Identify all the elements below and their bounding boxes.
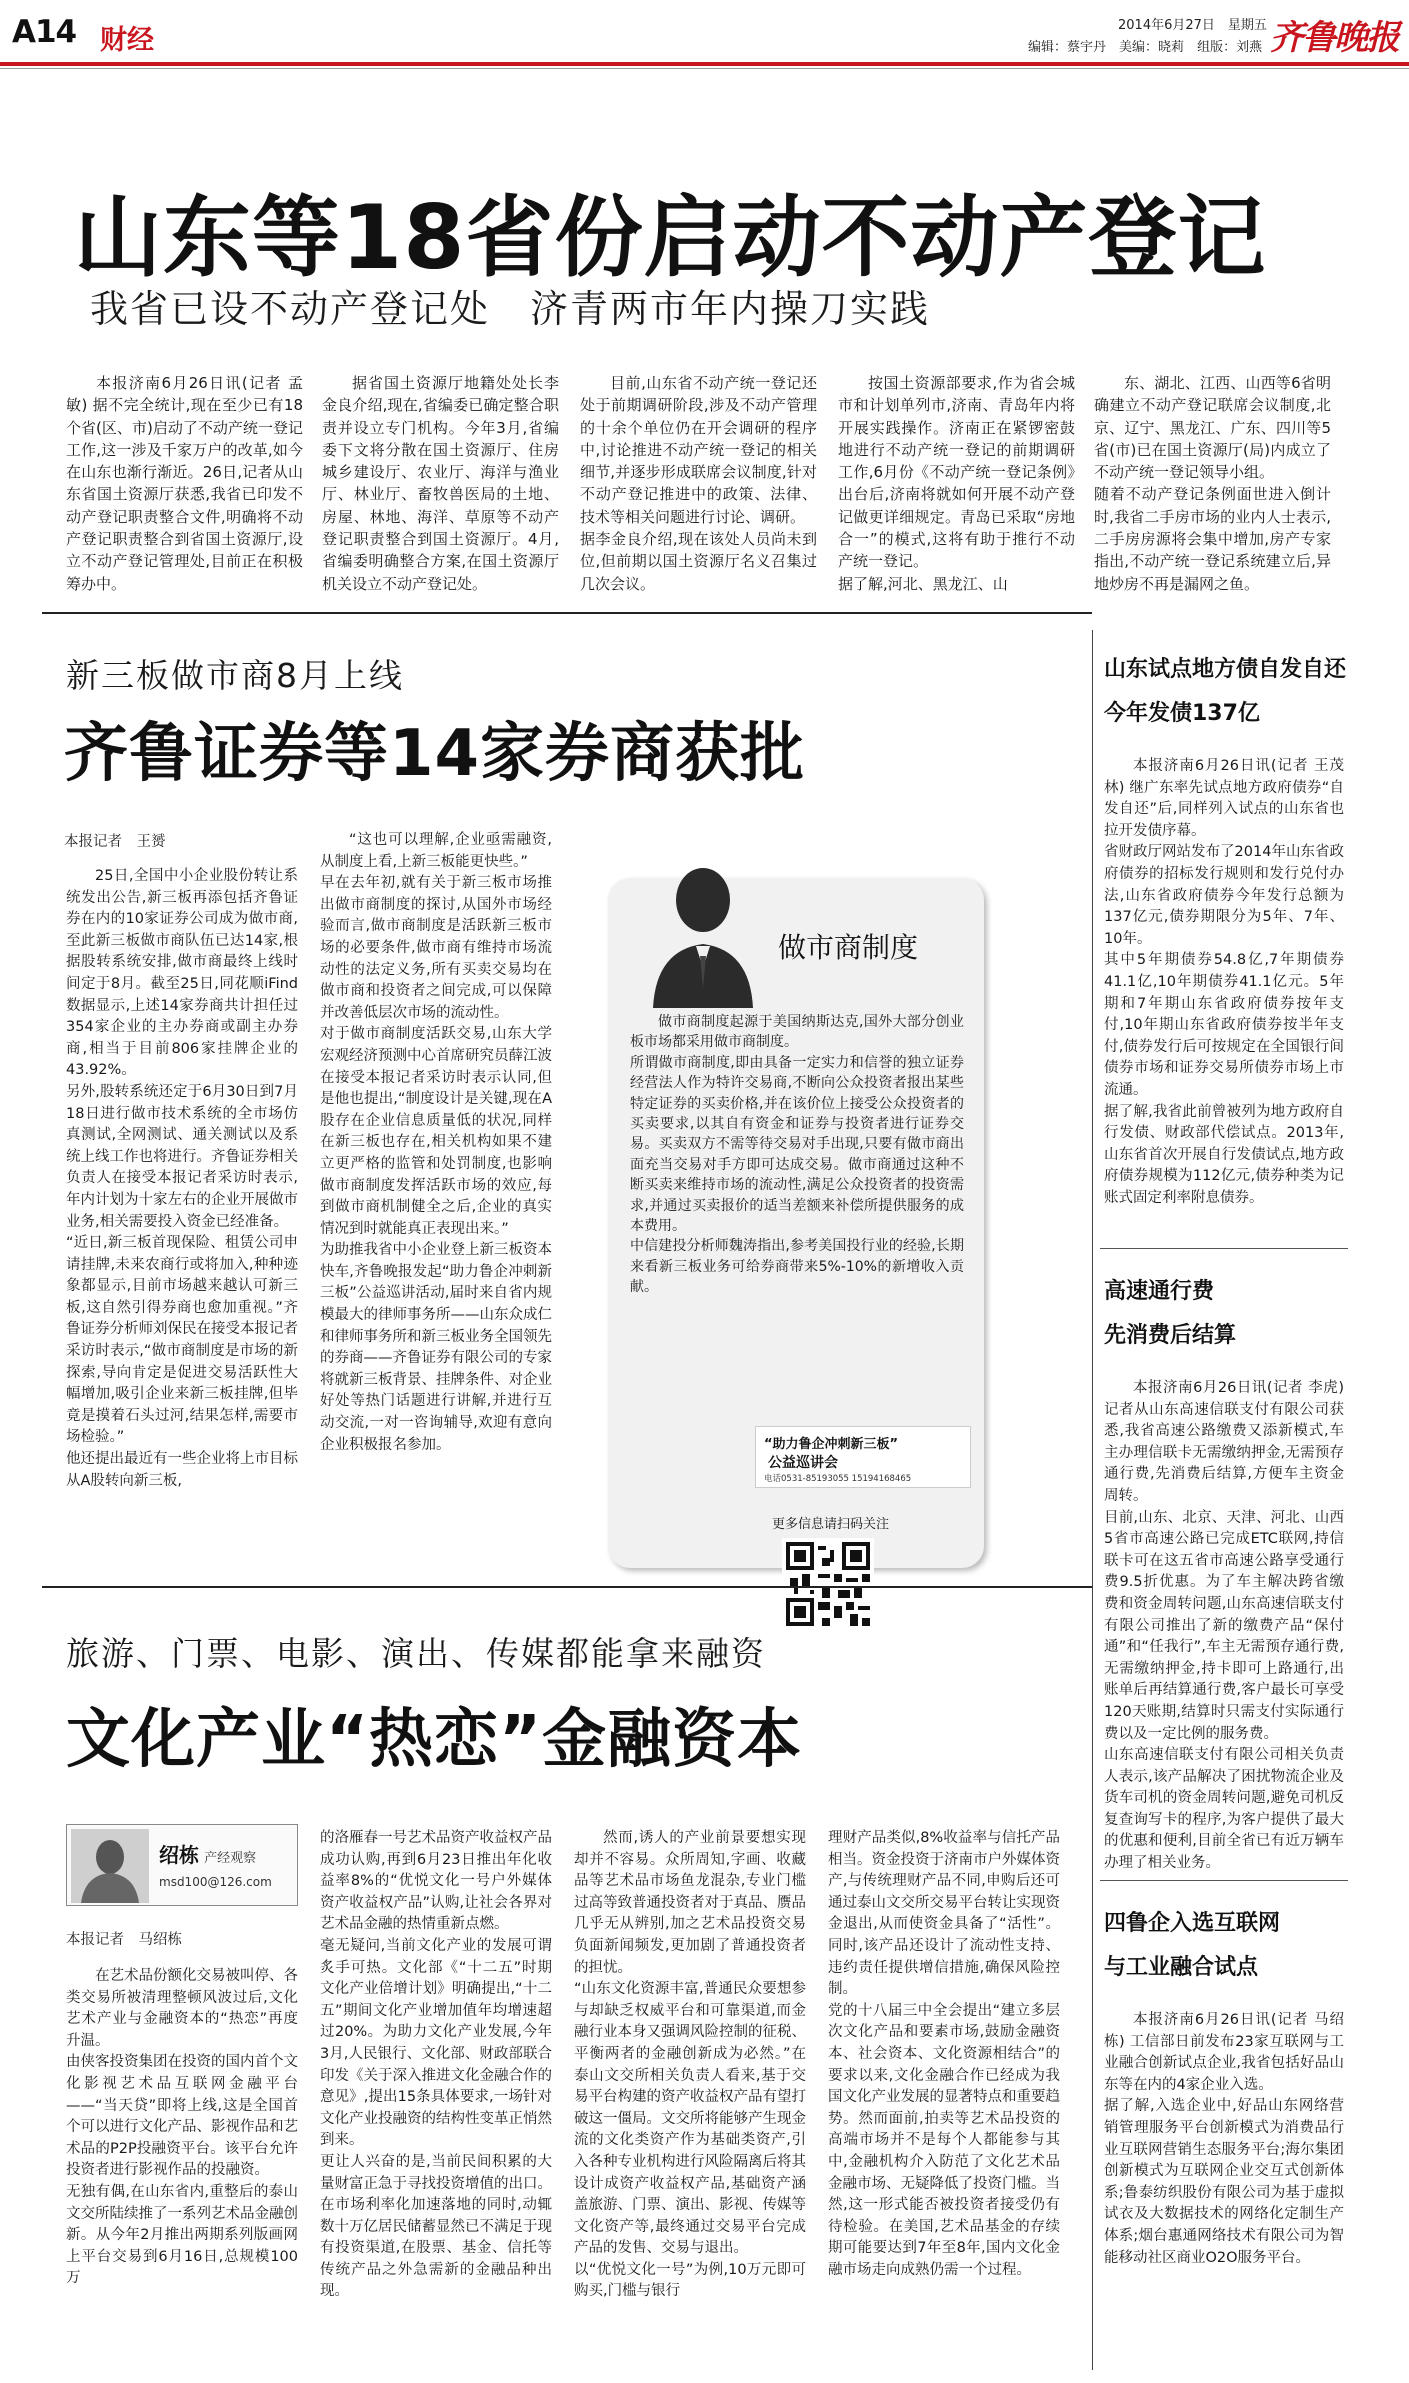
newspaper-logo: 齐鲁晚报: [1270, 18, 1398, 58]
brokers-column-2: [320, 830, 552, 1576]
box-body-upper: [630, 1012, 964, 1298]
culture-byline: 本报记者 马绍栋: [66, 1932, 182, 1948]
lead-text-2: 据省国土资源厅地籍处处长李金良介绍,现在,省编委已确定整合职责并设立专门机构。今年3月,省编委下文将分散在国土资源厅、住房城乡建设厅、农业厅、海洋与渔业厅、林业厅、畜牧兽医局的土地、房屋、林地、海洋、草原等不动产登记职责整合到国土资源厅。4月,省编委明确整合方案,在国土资源厅机关设立不动产登记处。: [322, 374, 559, 593]
bond-head-line1: 山东试点地方债自发自还: [1104, 657, 1347, 682]
culture-text-1: 在艺术品份额化交易被叫停、各类交易所被清理整顿风波过后,文化艺术产业与金融资本的“热恋”再度升温。 由侠客投资集团在投资的国内首个文化影视艺术品互联网金融平台——“当天贷”即将上线,这是全国首个可以进行文化产品、影视作品和艺术品的P2P投融资平台。该平台允许投资者进行影视作品的投融资。 无独有偶,在山东省内,重整后的泰山文交所陆续推了一系列艺术品金融创新。从今年2月推出两期系列版画网上平台交易到6月16日,总规模100万: [66, 1968, 298, 2287]
issue-date: [1118, 14, 1267, 33]
designer: 美编：晓莉: [1119, 40, 1185, 55]
brokers-text-2: “这也可以理解,企业亟需融资,从制度上看,上新三板能更快些。” 早在去年初,就有关于新三板市场推出做市商制度的探讨,从国外市场经验而言,做市商制度是活跃新三板市场的必要条件,做市商有维持市场流动性的法定义务,所有买卖交易均在做市商和投资者之间完成,可以保障并改善低层次市场的流动性。 对于做市商制度活跃交易,山东大学宏观经济预测中心首席研究员薛江波在接受本报记者采访时表示认同,但是他也提出,“制度设计是关键,现在A股存在企业信息质量低的状况,同样在新三板也存在,相关机构如果不建立更严格的监管和处罚制度,也影响做市商制度发挥活跃市场的效应,每到做市商机制健全之后,企业的真实情况到时就能真正表现出来。” 为助推我省中小企业登上新三板资本快车,齐鲁晚报发起“助力鲁企冲刺新三板”公益巡讲活动,届时来自省内规模最大的律师事务所——山东众成仁和律师事务所和新三板业务全国领先的券商——齐鲁证券有限公司的专家将就新三板背景、挂牌条件、对企业好处等热门话题进行讲解,并进行互动交流,一对一咨询辅导,欢迎有意向企业积极报名参加。: [320, 832, 552, 1453]
toll-headline: [1104, 1270, 1344, 1358]
lead-subhead: 我省已设不动产登记处 济青两市年内操刀实践: [90, 287, 931, 331]
internet-head-line1: 四鲁企入选互联网: [1104, 1911, 1281, 1936]
brokers-column-1: [66, 866, 298, 1576]
lead-text-5: 东、湖北、江西、山西等6省明确建立不动产登记联席会议制度,北京、辽宁、黑龙江、广东、四川等5省(市)已在国土资源厅(局)内成立了不动产统一登记领导小组。 随着不动产登记条例面世进入倒计时,我省二手房市场的业内人士表示,二手房房源将会集中增加,房产专家指出,不动产统一登记系统建立后,异地炒房不再是漏网之鱼。: [1094, 374, 1331, 593]
culture-kicker: 旅游、门票、电影、演出、传媒都能拿来融资: [66, 1634, 766, 1673]
lead-column-2: [322, 372, 559, 598]
bond-text: 本报济南6月26日讯(记者 王茂林) 继广东率先试点地方政府债券“自发自还”后,同样列入试点的山东省也拉开发债序幕。 省财政厅网站发布了2014年山东省政府债券的招标发行规则和发行兑付办法,山东省政府债券今年发行总额为137亿元,债券期限分为5年、7年、10年。 其中5年期债券54.8亿,7年期债券41.1亿,10年期债券41.1亿元。5年期和7年期山东省政府债券按年支付,10年期山东省政府债券按半年支付,债券发行后可按规定在全国银行间债券市场和证券交易所债券市场上市流通。 据了解,我省此前曾被列为地方政府自行发债、财政部代偿试点。2013年,山东省首次开展自行发债试点,地方政府债券规模为112亿元,债券种类为记账式固定利率附息债券。: [1104, 758, 1344, 1206]
lead-bottom-rule: [42, 612, 1092, 614]
toll-body: [1104, 1378, 1344, 1874]
bond-head-line2: 今年发债137亿: [1104, 701, 1260, 726]
lead-text-1: 本报济南6月26日讯(记者 孟敏) 据不完全统计,现在至少已有18个省(区、市)启动了不动产统一登记工作,这一涉及千家万户的改革,如今在山东也渐行渐近。26日,记者从山东省国土资源厅获悉,我省已印发不动产登记职责整合文件,明确将不动产登记职责整合到省国土资源厅,设立不动产登记管理处,目前正在积极筹办中。: [66, 374, 303, 593]
box-body: 做市商制度起源于美国纳斯达克,国外大部分创业板市场都采用做市商制度。 所谓做市商制度,即由具备一定实力和信誉的独立证券经营法人作为特许交易商,不断向公众投资者报出某些特定证券的买卖价格,并在该价位上接受公众投资者的买卖要求,以其自有资金和证券与投资者进行证券交易。买卖双方不需等待交易对手出现,只要有做市商出面充当交易对手方即可达成交易。做市商通过这种不断买卖来维持市场的流动性,满足公众投资者的投资需求,并通过买卖报价的适当差额来补偿所提供服务的成本费用。 中信建投分析师魏涛指出,参考美国投行业的经验,长期来看新三板业务可给券商带来5%-10%的新增收入贡献。: [630, 1014, 964, 1296]
avatar-silhouette-icon: [648, 858, 758, 1008]
toll-head-line2: 先消费后结算: [1104, 1323, 1237, 1348]
masthead: [0, 0, 1409, 62]
culture-text-4: 理财产品类似,8%收益率与信托产品相当。资金投资于济南市户外媒体资产,与传统理财产品不同,申购后还可通过泰山文交所交易平台转让实现资金退出,从而使资金具备了“活性”。同时,该产品还设计了流动性支持、违约责任提供增信措施,确保风险控制。 党的十八届三中全会提出“建立多层次文化产品和要素市场,鼓励金融资本、社会资本、文化资源相结合”的要求以来,文化金融合作已经成为我国文化产业发展的显著特点和重要趋势。然而面前,拍卖等艺术品投资的高端市场并不是每个人都能参与其中,金融机构介入防范了文化艺术品金融市场、无疑降低了投资门槛。当然,这一形式能否被投资者接受仍有待检验。在美国,艺术品基金的存续期可能要达到7年至8年,国内文化金融市场走向成熟仍需一个过程。: [828, 1830, 1060, 2278]
brokers-headline: 齐鲁证券等14家券商获批: [64, 717, 806, 791]
masthead-rule-thin: [0, 68, 1409, 69]
columnist-email[interactable]: msd100@126.com: [159, 1875, 272, 1889]
toll-text: 本报济南6月26日讯(记者 李虎) 记者从山东高速信联支付有限公司获悉,我省高速公路缴费又添新模式,车主办理信联卡无需缴纳押金,无需预存通行费,先消费后结算,方便车主资金周转。 目前,山东、北京、天津、河北、山西5省市高速公路已完成ETC联网,持信联卡可在这五省市高速公路享受通行费9.5折优惠。为了车主解决跨省缴费和资金周转问题,山东高速信联支付有限公司推出了新的缴费产品“保付通”和“任我行”,车主无需预存通行费,无需缴纳押金,持卡即可上路通行,出账单后再结算通行费,客户最长可享受120天账期,结算时只需支付实际通行费以及一定比例的服务费。 山东高速信联支付有限公司相关负责人表示,该产品解决了困扰物流企业及货车司机的资金周转问题,避免司机反复查询写卡的程序,为客户提供了最大的优惠和便利,目前全省已有近万辆车办理了相关业务。: [1104, 1380, 1344, 1872]
masthead-rule: [0, 62, 1409, 66]
brokers-text-1: 25日,全国中小企业股份转让系统发出公告,新三板再添包括齐鲁证券在内的10家证券公司成为做市商,至此新三板做市商队伍已达14家,根据股转系统安排,做市商最终上线时间定于8月。截至25日,同花顺iFind数据显示,上述14家券商共计担任过354家企业的主办券商或副主办券商,相当于目前806家挂牌企业的43.92%。 另外,股转系统还定于6月30日到7月18日进行做市技术系统的全市场仿真测试,全网测试、通关测试以及系统上线工作也将进行。齐鲁证券相关负责人在接受本报记者采访时表示,年内计划为十家左右的企业开展做市业务,相关需要投入资金已经准备。 “近日,新三板首现保险、租赁公司申请挂牌,未来农商行或将加入,种种迹象都显示,目前市场越来越认可新三板,这自然引得券商也愈加重视。”齐鲁证券分析师刘保民在接受本报记者采访时表示,“做市商制度是市场的新探索,导向肯定是促进交易活跃性大幅增加,吸引企业来新三板挂牌,但毕竟是摸着石头过河,结果怎样,需要市场检验。” 他还提出最近有一些企业将上市目标从A股转向新三板,: [66, 868, 298, 1489]
promo-card: [755, 1426, 971, 1488]
culture-column-3: [574, 1828, 806, 2370]
box-title: 做市商制度: [778, 931, 919, 964]
proofreader: 组版：刘燕: [1197, 40, 1263, 55]
page-number: A14: [12, 14, 77, 50]
internet-body: [1104, 2010, 1344, 2370]
date: 2014年6月27日: [1118, 18, 1215, 33]
qr-code[interactable]: [782, 1538, 874, 1630]
brokers-kicker: 新三板做市商8月上线: [66, 656, 404, 695]
lead-column-4: [838, 372, 1075, 598]
brokers-bottom-rule: [42, 1586, 1092, 1588]
internet-head-line2: 与工业融合试点: [1104, 1955, 1259, 1980]
culture-column-1: [66, 1966, 298, 2370]
lead-headline: 山东等18省份启动不动产登记: [74, 186, 1267, 289]
culture-text-3: 然而,诱人的产业前景要想实现却并不容易。众所周知,字画、收藏品等艺术品市场鱼龙混杂,专业门槛过高等致普通投资者对于真品、赝品几乎无从辨别,加之艺术品投资交易负面新闻频发,更加剧了普通投资者的担忧。 “山东文化资源丰富,普通民众要想参与却缺乏权威平台和可靠渠道,而金融行业本身又强调风险控制的征税、平衡两者的金融创新成为必然。”在泰山文交所相关负责人看来,基于交易平台构建的资产收益权产品有望打破这一僵局。文交所将能够产生现金流的文化类资产作为基础类资产,引入各种专业机构进行风险隔离后将其设计成资产收益权产品,基础资产涵盖旅游、门票、演出、影视、传媒等文化资产等,最终通过交易平台完成产品的发售、交易与退出。 以“优悦文化一号”为例,10万元即可购买,门槛与银行: [574, 1830, 806, 2300]
weekday: 星期五: [1227, 18, 1267, 33]
internet-text: 本报济南6月26日讯(记者 马绍栋) 工信部日前发布23家互联网与工业融合创新试点企业,我省包括好品山东等在内的4家企业入选。 据了解,入选企业中,好品山东网络营销管理服务平台创新模式为消费品行业互联网营销生态服务平台;海尔集团创新模式为互联网企业交互式创新体系;鲁泰纺织股份有限公司为基于虚拟试衣及大数据技术的网络化定制生产体系;烟台惠通网络技术有限公司为智能移动社区商业O2O服务平台。: [1104, 2012, 1344, 2266]
editor: 编辑：蔡宇丹: [1028, 40, 1107, 55]
promo-phone: 电话0531-85193055 15194168465: [764, 1474, 912, 1484]
internet-headline: [1104, 1902, 1344, 1990]
brokers-byline: 本报记者 王赟: [64, 834, 166, 850]
promo-sub: 公益巡讲会: [768, 1455, 838, 1471]
editor-credits: [1028, 36, 1262, 55]
lead-text-3: 目前,山东省不动产统一登记还处于前期调研阶段,涉及不动产管理的十余个单位仍在开会调研的程序中,讨论推进不动产统一登记的相关细节,并逐步形成联席会议制度,针对不动产登记推进中的政策、法律、技术等相关问题进行讨论、调研。 据李金良介绍,现在该处人员尚未到位,但前期以国土资源厅名义召集过几次会议。: [580, 374, 817, 593]
culture-text-2: 的洛雁春一号艺术品资产收益权产品成功认购,再到6月23日推出年化收益率8%的“优悦文化一号户外媒体资产收益权产品”认购,让社会各界对艺术品金融的热情重新点燃。 毫无疑问,当前文化产业的发展可谓炙手可热。文化部《“十二五”时期文化产业倍增计划》明确提出,“十二五”期间文化产业增加值年均增速超过20%。为助力文化产业发展,今年3月,人民银行、文化部、财政部联合印发《关于深入推进文化金融合作的意见》,提出15条具体要求,一场针对文化产业投融资的结构性变革正悄然到来。 更让人兴奋的是,当前民间积累的大量财富正急于寻找投资增值的出口。在市场利率化加速落地的同时,动辄数十万亿居民储蓄显然已不满足于现有投资渠道,在股票、基金、信托等传统产品之外急需新的金融品种出现。: [320, 1830, 552, 2300]
section-name: 财经: [100, 25, 154, 56]
lead-column-3: [580, 372, 817, 598]
qr-caption: 更多信息请扫码关注: [772, 1517, 890, 1532]
lead-column-5: [1094, 372, 1331, 598]
column-title: 产经观察: [204, 1851, 257, 1866]
sidebar-rule-2: [1100, 1880, 1348, 1881]
columnist-name: 绍栋: [159, 1843, 199, 1867]
lead-column-1: [66, 372, 303, 598]
culture-column-4: [828, 1828, 1060, 2370]
sidebar-divider: [1092, 630, 1093, 2370]
columnist-badge: [66, 1824, 298, 1906]
bond-body: [1104, 756, 1344, 1242]
toll-head-line1: 高速通行费: [1104, 1279, 1215, 1304]
lead-text-4: 按国土资源部要求,作为省会城市和计划单列市,济南、青岛年内将开展实践操作。济南正在紧锣密鼓地进行不动产统一登记的前期调研工作,6月份《不动产统一登记条例》出台后,济南将就如何开展不动产登记做更详细规定。青岛已采取“房地合一”的模式,这将有助于推行不动产统一登记。 据了解,河北、黑龙江、山: [838, 374, 1075, 593]
culture-column-2: [320, 1828, 552, 2370]
sidebar-rule-1: [1100, 1248, 1348, 1249]
bond-headline: [1104, 648, 1374, 736]
promo-title: “助力鲁企冲刺新三板”: [764, 1437, 899, 1452]
culture-headline: 文化产业“热恋”金融资本: [66, 1703, 803, 1777]
columnist-photo: [71, 1829, 149, 1903]
